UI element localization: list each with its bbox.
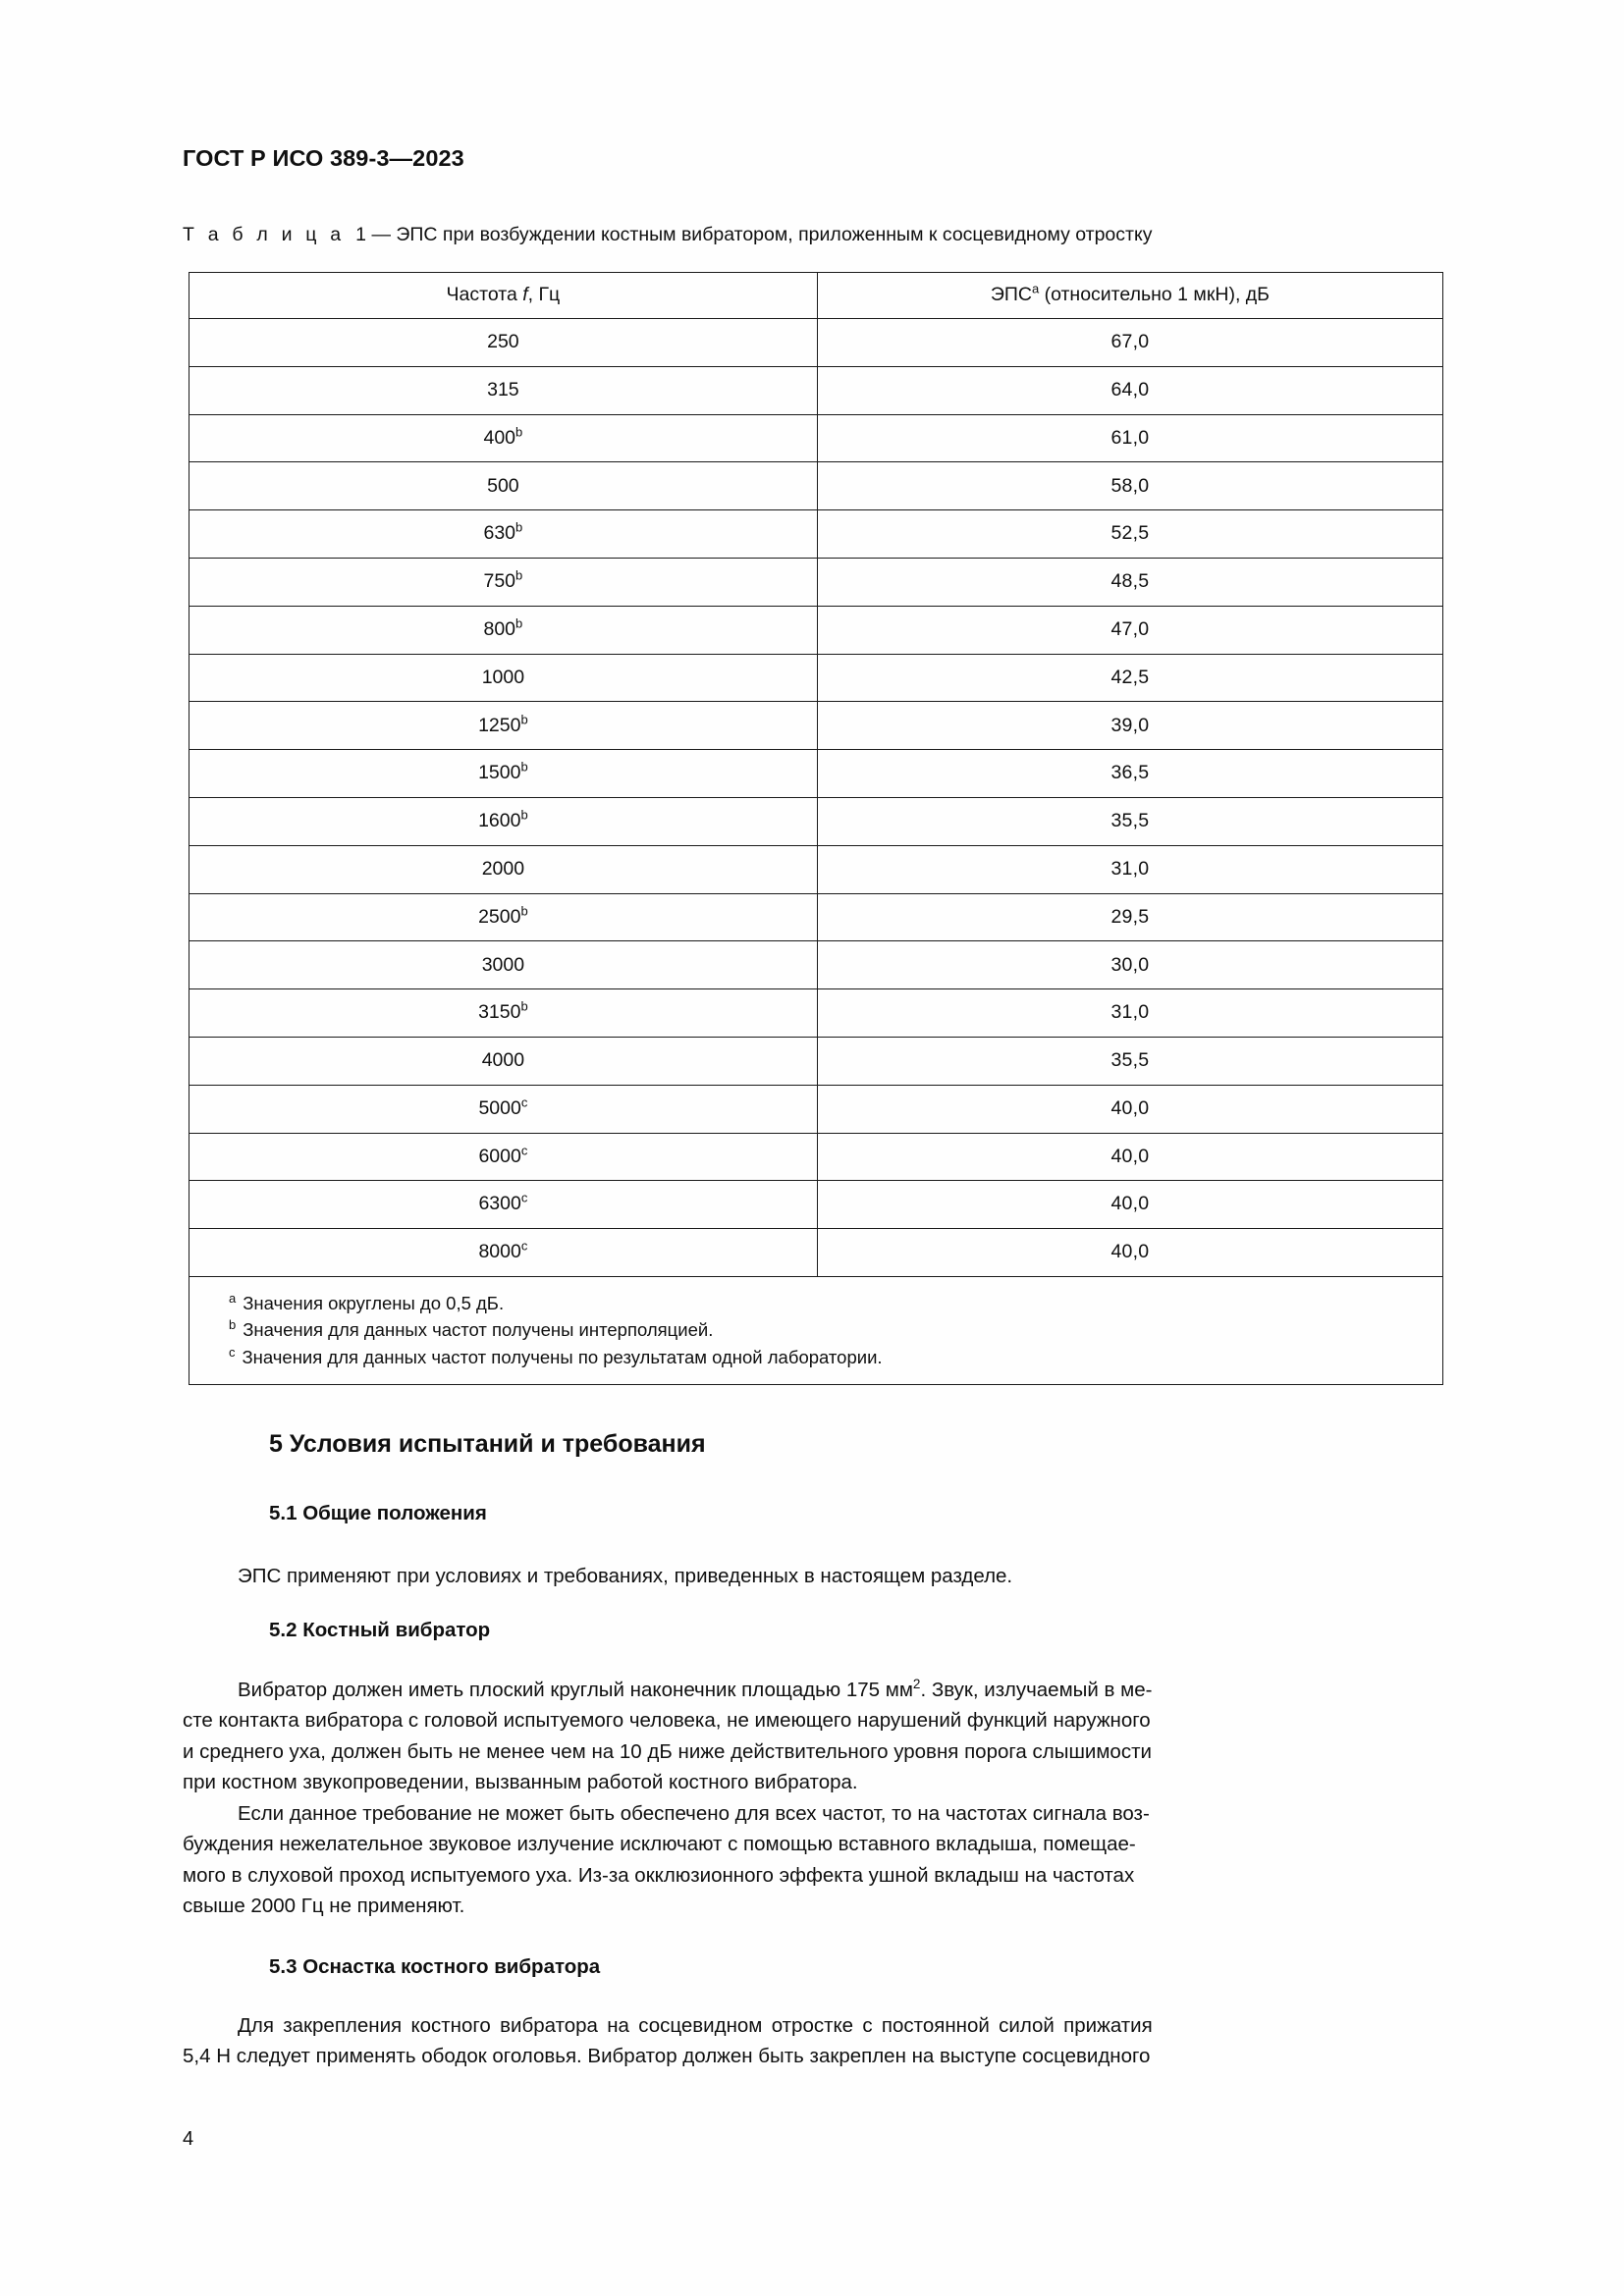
line-text: Для закрепления костного вибратора на сосцевидном отростке с постоянной силой прижатия — [238, 2014, 1153, 2037]
footnote-marker: c — [520, 1190, 528, 1205]
footnote-a-marker: a — [229, 1290, 237, 1306]
cell-eps-value: 31,0 — [817, 989, 1442, 1038]
table-row — [189, 1037, 1443, 1085]
cell-frequency — [189, 558, 818, 606]
section-5-2-paragraph-2 — [183, 1798, 1443, 1922]
footnote-a — [229, 1290, 1442, 1316]
col-eps-footnote-marker: a — [1031, 281, 1040, 296]
cell-frequency — [189, 1085, 818, 1133]
cell-eps-value: 40,0 — [817, 1133, 1442, 1181]
footnote-c — [229, 1344, 1442, 1370]
frequency-value: 6300 — [478, 1193, 521, 1215]
footnote-marker: b — [515, 519, 523, 535]
paragraph-line: свыше 2000 Гц не применяют. — [183, 1895, 465, 1918]
section-5-3-heading: 5.3 Оснастка костного вибратора — [269, 1955, 601, 1978]
cell-eps-value: 52,5 — [817, 510, 1442, 559]
cell-eps-value: 31,0 — [817, 845, 1442, 893]
footnote-b — [229, 1316, 1442, 1343]
cell-frequency — [189, 702, 818, 750]
footnote-marker: b — [520, 903, 528, 919]
frequency-value: 2000 — [481, 857, 525, 880]
table-row — [189, 989, 1443, 1038]
paragraph-line: буждения нежелательное звуковое излучение исключают с помощью вставного вкладыша, помещае- — [183, 1833, 1136, 1856]
footnote-marker: c — [520, 1238, 528, 1254]
footnote-marker: b — [520, 759, 528, 774]
table-row — [189, 606, 1443, 654]
frequency-value: 400 — [483, 426, 516, 449]
footnote-marker: b — [515, 615, 523, 631]
table-caption-dash: — — [371, 224, 391, 245]
table-row — [189, 558, 1443, 606]
cell-eps-value: 42,5 — [817, 654, 1442, 702]
cell-eps-value: 40,0 — [817, 1229, 1442, 1277]
line-text: Если данное требование не может быть обеспечено для всех частот, то на частотах сигнала воз- — [238, 1802, 1150, 1825]
frequency-value: 1250 — [478, 714, 521, 736]
table-footnotes — [189, 1277, 1443, 1385]
cell-frequency — [189, 414, 818, 462]
cell-frequency — [189, 1133, 818, 1181]
frequency-value: 2500 — [478, 905, 521, 928]
table-row — [189, 319, 1443, 367]
cell-eps-value: 35,5 — [817, 1037, 1442, 1085]
cell-frequency — [189, 750, 818, 798]
cell-frequency — [189, 989, 818, 1038]
footnote-a-text: Значения округлены до 0,5 дБ. — [243, 1292, 505, 1313]
frequency-value: 5000 — [478, 1096, 521, 1119]
cell-frequency — [189, 893, 818, 941]
frequency-value: 4000 — [481, 1049, 525, 1072]
table-row — [189, 510, 1443, 559]
frequency-value: 6000 — [478, 1145, 521, 1167]
cell-frequency — [189, 510, 818, 559]
section-5-2-paragraph-1 — [183, 1675, 1443, 1798]
col-freq-prefix: Частота — [446, 284, 523, 306]
table-row — [189, 845, 1443, 893]
cell-frequency — [189, 845, 818, 893]
cell-eps-value: 40,0 — [817, 1181, 1442, 1229]
table-row — [189, 1181, 1443, 1229]
section-5-heading: 5 Условия испытаний и требования — [269, 1430, 706, 1458]
document-header: ГОСТ Р ИСО 389-3—2023 — [183, 145, 464, 171]
cell-eps-value: 40,0 — [817, 1085, 1442, 1133]
eps-table — [189, 272, 1443, 1277]
cell-frequency — [189, 1037, 818, 1085]
cell-eps-value: 67,0 — [817, 319, 1442, 367]
table-1-container — [189, 272, 1443, 1385]
table-row — [189, 1133, 1443, 1181]
paragraph-line: сте контакта вибратора с головой испытуемого человека, не имеющего нарушений функций наружного — [183, 1709, 1151, 1733]
footnote-b-text: Значения для данных частот получены интерполяцией. — [243, 1319, 714, 1341]
table-row — [189, 414, 1443, 462]
section-5-2-heading: 5.2 Костный вибратор — [269, 1619, 491, 1641]
page-number: 4 — [183, 2128, 194, 2150]
section-5-1-heading: 5.1 Общие положения — [269, 1502, 487, 1524]
table-body — [189, 319, 1443, 1277]
paragraph-line — [183, 1675, 1443, 1705]
frequency-value: 1500 — [478, 762, 521, 784]
frequency-value: 800 — [483, 617, 516, 640]
footnote-b-marker: b — [229, 1317, 237, 1333]
cell-eps-value: 61,0 — [817, 414, 1442, 462]
cell-eps-value: 30,0 — [817, 941, 1442, 989]
frequency-value: 250 — [487, 331, 519, 353]
footnote-c-text: Значения для данных частот получены по результатам одной лаборатории. — [242, 1346, 883, 1367]
footnote-marker: b — [515, 424, 523, 440]
table-row — [189, 702, 1443, 750]
footnote-marker: c — [520, 1095, 528, 1110]
col-eps-prefix: ЭПС — [990, 284, 1032, 306]
cell-frequency — [189, 941, 818, 989]
frequency-value: 8000 — [478, 1241, 521, 1263]
superscript-two: 2 — [912, 1677, 921, 1692]
cell-eps-value: 36,5 — [817, 750, 1442, 798]
paragraph-line: 5,4 Н следует применять ободок оголовья. Вибратор должен быть закреплен на выступе сосцевидного — [183, 2045, 1151, 2068]
footnote-marker: c — [520, 1143, 528, 1158]
table-row — [189, 893, 1443, 941]
frequency-value: 3000 — [481, 953, 525, 976]
table-row — [189, 1229, 1443, 1277]
line-text: Вибратор должен иметь плоский круглый наконечник площадью 175 мм — [238, 1679, 913, 1701]
column-header-frequency — [189, 273, 818, 319]
section-5-3-paragraph-1 — [183, 2010, 1443, 2072]
col-freq-symbol: f — [522, 284, 528, 306]
cell-frequency — [189, 366, 818, 414]
cell-frequency — [189, 797, 818, 845]
line-text-tail: . Звук, излучаемый в ме- — [920, 1679, 1153, 1701]
table-caption — [183, 224, 1152, 246]
footnote-marker: b — [520, 712, 528, 727]
cell-frequency — [189, 654, 818, 702]
paragraph-line — [183, 1798, 1443, 1829]
table-row — [189, 366, 1443, 414]
col-freq-suffix: , Гц — [527, 284, 561, 306]
frequency-value: 1000 — [481, 666, 525, 688]
footnote-c-marker: c — [229, 1344, 236, 1360]
table-row — [189, 462, 1443, 510]
table-caption-number: 1 — [355, 224, 367, 245]
paragraph-line: и среднего уха, должен быть не менее чем на 10 дБ ниже действительного уровня порога слышимости — [183, 1739, 1152, 1763]
cell-eps-value: 35,5 — [817, 797, 1442, 845]
table-caption-text: ЭПС при возбуждении костным вибратором, приложенным к сосцевидному отростку — [396, 224, 1153, 245]
table-row — [189, 797, 1443, 845]
cell-frequency — [189, 319, 818, 367]
table-header-row — [189, 273, 1443, 319]
paragraph-line: при костном звукопроведении, вызванным работой костного вибратора. — [183, 1771, 858, 1794]
cell-eps-value: 48,5 — [817, 558, 1442, 606]
cell-eps-value: 64,0 — [817, 366, 1442, 414]
col-eps-suffix: (относительно 1 мкН), дБ — [1039, 284, 1270, 306]
cell-eps-value: 58,0 — [817, 462, 1442, 510]
table-row — [189, 654, 1443, 702]
table-row — [189, 1085, 1443, 1133]
table-row — [189, 941, 1443, 989]
section-5-1-paragraph: ЭПС применяют при условиях и требованиях, приведенных в настоящем разделе. — [238, 1565, 1013, 1587]
cell-frequency — [189, 462, 818, 510]
frequency-value: 1600 — [478, 810, 521, 832]
frequency-value: 630 — [483, 522, 516, 545]
cell-eps-value: 29,5 — [817, 893, 1442, 941]
cell-eps-value: 39,0 — [817, 702, 1442, 750]
cell-eps-value: 47,0 — [817, 606, 1442, 654]
footnote-marker: b — [520, 998, 528, 1014]
column-header-eps — [817, 273, 1442, 319]
frequency-value: 500 — [487, 474, 519, 497]
cell-frequency — [189, 1229, 818, 1277]
cell-frequency — [189, 606, 818, 654]
frequency-value: 315 — [487, 378, 519, 400]
paragraph-line: мого в слуховой проход испытуемого уха. Из-за окклюзионного эффекта ушной вкладыш на частотах — [183, 1863, 1135, 1887]
footnote-marker: b — [515, 567, 523, 583]
table-row — [189, 750, 1443, 798]
cell-frequency — [189, 1181, 818, 1229]
table-caption-label: Т а б л и ц а — [183, 224, 346, 245]
paragraph-line — [183, 2010, 1443, 2041]
frequency-value: 750 — [483, 570, 516, 593]
footnote-marker: b — [520, 807, 528, 823]
frequency-value: 3150 — [478, 1001, 521, 1024]
